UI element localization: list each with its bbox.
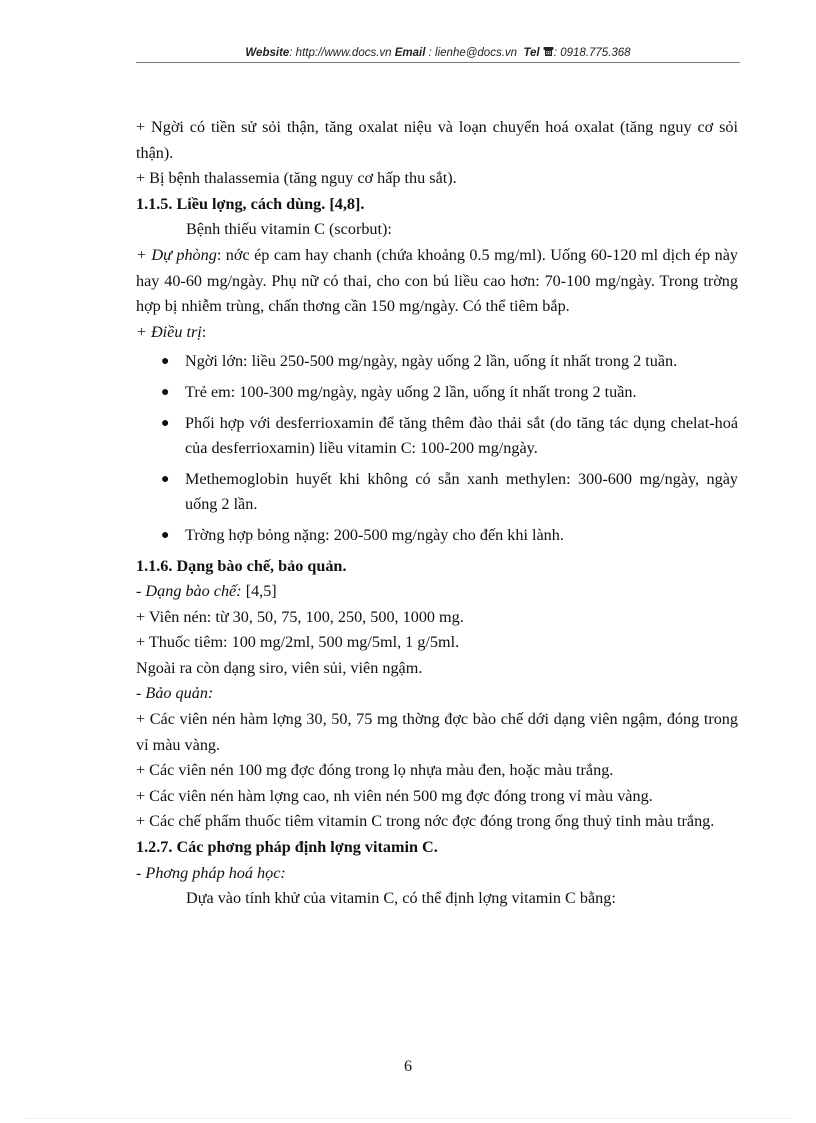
- dosage-form-label: - Dạng bào chế:: [136, 582, 242, 601]
- list-item: [136, 523, 738, 549]
- list-item-text: Ngời lớn: liều 250-500 mg/ngày, ngày uống 2 lần, uống ít nhất trong 2 tuần.: [185, 352, 678, 371]
- prevention-label: + Dự phòng: [136, 245, 217, 264]
- bullet-icon: ●: [161, 471, 170, 487]
- page-content: [136, 115, 738, 912]
- section-heading-1-1-5: 1.1.5. Liều lợng, cách dùng. [4,8].: [136, 194, 365, 213]
- chemical-method-label: - Phơng pháp hoá học:: [136, 863, 286, 882]
- list-item-text: Phối hợp với desferrioxamin để tăng thêm đào thải sắt (do tăng tác dụng chelat-hoá của desferrioxamin) liều vitamin C: 100-200 mg/ngày.: [185, 413, 738, 458]
- tel-label: Tel: [523, 47, 540, 59]
- section-heading-1-1-6: 1.1.6. Dạng bào chế, bảo quản.: [136, 556, 347, 575]
- paragraph-treatment: [136, 320, 738, 346]
- page-header: [136, 46, 740, 63]
- bullet-icon: ●: [161, 527, 170, 543]
- prevention-text: : nớc ép cam hay chanh (chứa khoảng 0.5 mg/ml). Uống 60-120 ml dịch ép này hay 40-60 mg/ngày. Phụ nữ có thai, cho con bú liều cao hơn: 70-100 mg/ngày. Trong trờng hợp bị nhiễm trùng, chấn thơng cần 150 mg/ngày. Có thể tiêm bắp.: [136, 245, 738, 316]
- bottom-divider: [24, 1118, 792, 1119]
- website-label: Website: [245, 47, 290, 59]
- storage-label: - Bảo quản:: [136, 684, 214, 703]
- paragraph: + Thuốc tiêm: 100 mg/2ml, 500 mg/5ml, 1 g/5ml.: [136, 633, 460, 652]
- paragraph: + Các viên nén hàm lợng 30, 50, 75 mg thờng đợc bào chế dới dạng viên ngậm, đóng trong vỉ màu vàng.: [136, 710, 738, 754]
- section-heading-1-2-7: 1.2.7. Các phơng pháp định lợng vitamin C.: [136, 838, 438, 857]
- list-item-text: Methemoglobin huyết khi không có sẵn xanh methylen: 300-600 mg/ngày, ngày uống 2 lần.: [185, 469, 738, 514]
- paragraph: + Ngời có tiền sử sỏi thận, tăng oxalat niệu và loạn chuyển hoá oxalat (tăng nguy cơ sỏi thận).: [136, 118, 738, 162]
- list-item-text: Trờng hợp bỏng nặng: 200-500 mg/ngày cho đến khi lành.: [185, 525, 564, 544]
- list-item: [136, 380, 738, 406]
- bullet-icon: ●: [161, 354, 170, 370]
- email-value: : lienhe@docs.vn: [425, 47, 518, 59]
- paragraph: + Bị bệnh thalassemia (tăng nguy cơ hấp thu sắt).: [136, 169, 457, 188]
- tel-value: : 0918.775.368: [553, 47, 631, 59]
- paragraph-prevention: [136, 243, 738, 320]
- paragraph: + Các viên nén 100 mg đợc đóng trong lọ nhựa màu đen, hoặc màu trắng.: [136, 761, 614, 780]
- paragraph: Dựa vào tính khử của vitamin C, có thể định lợng vitamin C bằng:: [186, 889, 616, 908]
- treatment-colon: :: [201, 322, 207, 341]
- treatment-list: [136, 349, 738, 548]
- paragraph: Ngoài ra còn dạng siro, viên sủi, viên ngậm.: [136, 658, 423, 677]
- email-label: Email: [394, 47, 426, 59]
- website-value: : http://www.docs.vn: [289, 47, 392, 59]
- list-item: [136, 467, 738, 518]
- paragraph: + Viên nén: từ 30, 50, 75, 100, 250, 500, 1000 mg.: [136, 607, 464, 626]
- list-item: [136, 411, 738, 462]
- treatment-label: + Điều trị: [136, 322, 202, 341]
- list-item: [136, 349, 738, 375]
- paragraph: + Các chế phẩm thuốc tiêm vitamin C trong nớc đợc đóng trong ống thuỷ tinh màu trắng.: [136, 812, 715, 831]
- dosage-form-ref: [4,5]: [241, 582, 277, 601]
- bullet-icon: ●: [161, 384, 170, 400]
- list-item-text: Trẻ em: 100-300 mg/ngày, ngày uống 2 lần, uống ít nhất trong 2 tuần.: [185, 382, 637, 401]
- page-number: 6: [404, 1058, 412, 1075]
- bullet-icon: ●: [161, 415, 170, 431]
- paragraph: Bệnh thiếu vitamin C (scorbut):: [186, 220, 392, 239]
- paragraph: + Các viên nén hàm lợng cao, nh viên nén 500 mg đợc đóng trong vỉ màu vàng.: [136, 786, 653, 805]
- paragraph-dosage-form: [136, 579, 738, 605]
- phone-icon: [543, 46, 554, 60]
